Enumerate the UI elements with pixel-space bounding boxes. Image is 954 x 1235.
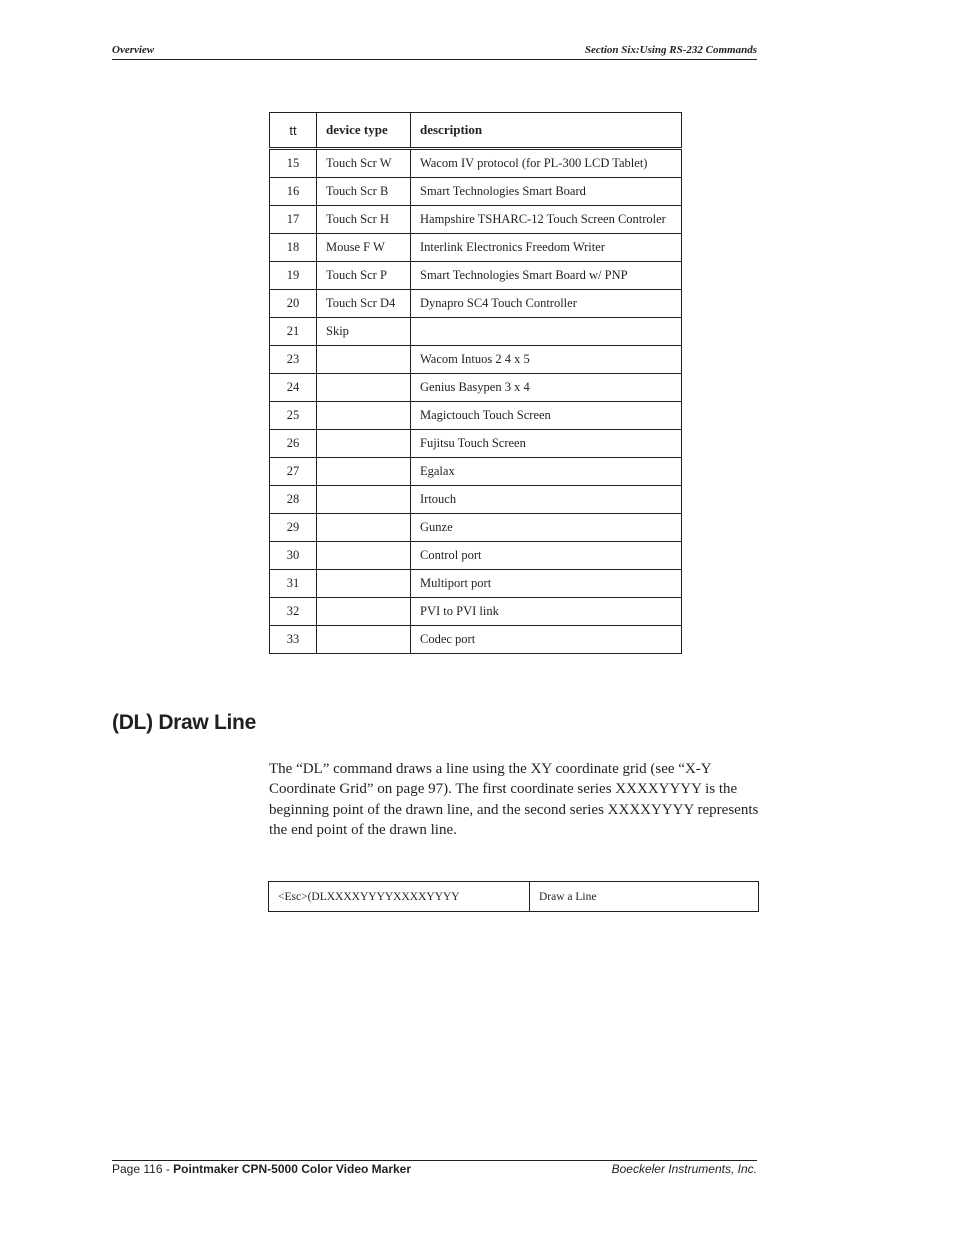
cell-device-type [317, 458, 411, 486]
table-row [270, 149, 682, 178]
cell-description: Smart Technologies Smart Board [411, 178, 682, 206]
cell-tt: 20 [270, 290, 317, 318]
table-row [270, 374, 682, 402]
table-row [270, 430, 682, 458]
command-description: Draw a Line [530, 882, 759, 912]
table-row [270, 598, 682, 626]
cell-tt: 15 [270, 149, 317, 178]
cell-device-type: Touch Scr W [317, 149, 411, 178]
cell-description: Genius Basypen 3 x 4 [411, 374, 682, 402]
footer-company: Boeckeler Instruments, Inc. [611, 1162, 757, 1176]
cell-device-type: Touch Scr H [317, 206, 411, 234]
cell-description: Smart Technologies Smart Board w/ PNP [411, 262, 682, 290]
cell-description: Irtouch [411, 486, 682, 514]
footer-product-name: Pointmaker CPN-5000 Color Video Marker [173, 1162, 412, 1176]
table-row [270, 178, 682, 206]
table-row [270, 206, 682, 234]
table-row [270, 458, 682, 486]
cell-description: Wacom IV protocol (for PL-300 LCD Tablet) [411, 149, 682, 178]
table-row [270, 542, 682, 570]
cell-description: Gunze [411, 514, 682, 542]
cell-tt: 26 [270, 430, 317, 458]
table-row [270, 626, 682, 654]
cell-device-type [317, 430, 411, 458]
cell-tt: 16 [270, 178, 317, 206]
table-row [270, 290, 682, 318]
footer-page-number: Page 116 - [112, 1162, 174, 1176]
device-type-table [269, 112, 682, 654]
command-syntax: <Esc>(DLXXXXYYYYXXXXYYYY [269, 882, 530, 912]
cell-description: Control port [411, 542, 682, 570]
cell-tt: 25 [270, 402, 317, 430]
table-row [270, 486, 682, 514]
cell-device-type [317, 374, 411, 402]
cell-device-type [317, 570, 411, 598]
cell-tt: 27 [270, 458, 317, 486]
cell-tt: 21 [270, 318, 317, 346]
command-row [269, 882, 759, 912]
cell-description: Hampshire TSHARC-12 Touch Screen Controler [411, 206, 682, 234]
cell-tt: 23 [270, 346, 317, 374]
cell-tt: 18 [270, 234, 317, 262]
cell-device-type: Skip [317, 318, 411, 346]
cell-device-type [317, 514, 411, 542]
cell-device-type [317, 486, 411, 514]
column-header-tt: tt [270, 113, 317, 149]
column-header-device-type: device type [317, 113, 411, 149]
cell-description: Wacom Intuos 2 4 x 5 [411, 346, 682, 374]
cell-device-type [317, 346, 411, 374]
table-row [270, 514, 682, 542]
section-title: (DL) Draw Line [112, 711, 256, 734]
table-row [270, 570, 682, 598]
cell-tt: 33 [270, 626, 317, 654]
table-header-row [270, 113, 682, 149]
cell-tt: 30 [270, 542, 317, 570]
cell-description: Fujitsu Touch Screen [411, 430, 682, 458]
cell-device-type: Touch Scr B [317, 178, 411, 206]
cell-device-type [317, 542, 411, 570]
cell-tt: 29 [270, 514, 317, 542]
cell-description: Codec port [411, 626, 682, 654]
header-left: Overview [112, 44, 155, 56]
cell-tt: 31 [270, 570, 317, 598]
cell-tt: 17 [270, 206, 317, 234]
cell-device-type: Touch Scr P [317, 262, 411, 290]
cell-device-type: Mouse F W [317, 234, 411, 262]
column-header-description: description [411, 113, 682, 149]
table-row [270, 262, 682, 290]
cell-description: Egalax [411, 458, 682, 486]
cell-tt: 32 [270, 598, 317, 626]
cell-tt: 28 [270, 486, 317, 514]
page-footer [112, 1160, 757, 1176]
cell-description: Multiport port [411, 570, 682, 598]
cell-tt: 24 [270, 374, 317, 402]
cell-description [411, 318, 682, 346]
cell-device-type [317, 402, 411, 430]
command-table [268, 881, 759, 912]
table-row [270, 346, 682, 374]
section-body-text: The “DL” command draws a line using the XY coordinate grid (see “X-Y Coordinate Grid” on page 97). The first coordinate series XXXXYYYY is the beginning point of the drawn line, and the second series XXXXYYYY represents the end point of the drawn line. [269, 761, 759, 838]
device-table-body [270, 149, 682, 654]
cell-description: Dynapro SC4 Touch Controller [411, 290, 682, 318]
cell-description: Interlink Electronics Freedom Writer [411, 234, 682, 262]
header-right: Section Six:Using RS-232 Commands [584, 44, 757, 56]
cell-description: Magictouch Touch Screen [411, 402, 682, 430]
table-row [270, 402, 682, 430]
page-header [112, 43, 757, 60]
cell-device-type [317, 626, 411, 654]
cell-description: PVI to PVI link [411, 598, 682, 626]
table-row [270, 234, 682, 262]
cell-tt: 19 [270, 262, 317, 290]
cell-device-type: Touch Scr D4 [317, 290, 411, 318]
cell-device-type [317, 598, 411, 626]
table-row [270, 318, 682, 346]
